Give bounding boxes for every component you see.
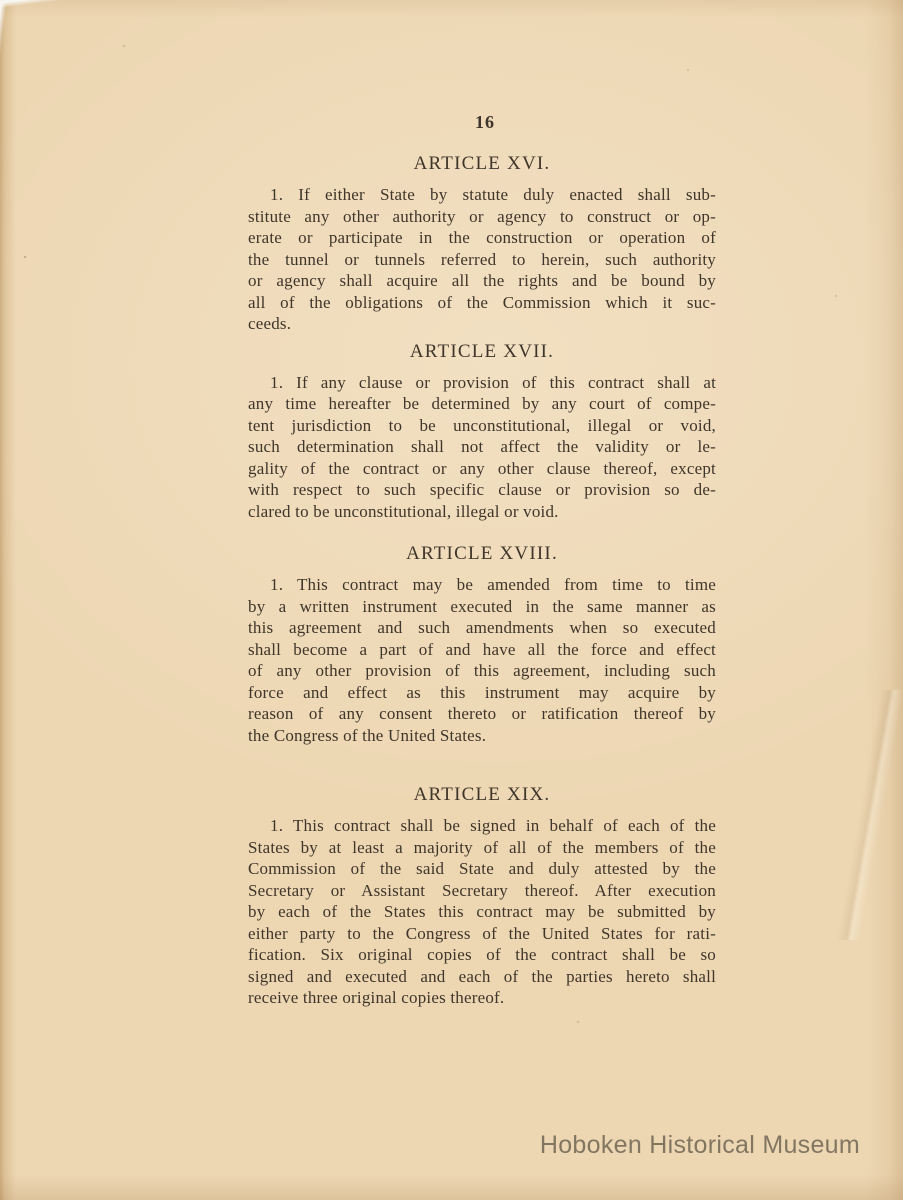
text-line: States by at least a majority of all of the members of the <box>248 837 716 857</box>
text-line: such determination shall not affect the validity or le- <box>248 437 716 456</box>
scanner-bed-edge-left <box>0 0 10 120</box>
text-line: with respect to such specific clause or provision so de- <box>248 480 716 499</box>
text-line: receive three original copies thereof. <box>248 988 505 1007</box>
article-paragraph <box>248 184 716 335</box>
text-line: shall become a part of and have all the force and effect <box>248 639 716 659</box>
text-line: either party to the Congress of the United States for rati- <box>248 923 716 943</box>
museum-watermark: Hoboken Historical Museum <box>539 1131 860 1159</box>
article-section <box>248 543 716 746</box>
text-line: ceeds. <box>248 314 292 333</box>
document-articles <box>248 153 716 1009</box>
text-line: 1. If either State by statute duly enacted shall sub- <box>270 185 716 204</box>
text-line: erate or participate in the construction or operation of <box>248 228 716 247</box>
text-line: 1. This contract shall be signed in behalf of each of the <box>270 816 716 835</box>
text-line: stitute any other authority or agency to construct or op- <box>248 206 716 226</box>
text-line: or agency shall acquire all the rights and be bound by <box>248 271 716 290</box>
text-line: this agreement and such amendments when so executed <box>248 618 716 637</box>
article-section <box>248 784 716 1009</box>
text-line: force and effect as this instrument may acquire by <box>248 682 716 702</box>
article-heading: ARTICLE XVIII. <box>406 543 558 564</box>
text-line: any time hereafter be determined by any court of compe- <box>248 394 716 413</box>
text-line: gality of the contract or any other clause thereof, except <box>248 458 716 478</box>
text-line: all of the obligations of the Commission which it suc- <box>248 292 716 312</box>
text-line: 1. If any clause or provision of this contract shall at <box>270 372 716 392</box>
page-content <box>248 112 716 1009</box>
text-line: by a written instrument executed in the same manner as <box>248 596 716 616</box>
text-line: tent jurisdiction to be unconstitutional, illegal or void, <box>248 415 716 435</box>
article-heading: ARTICLE XVI. <box>413 153 551 174</box>
text-line: of any other provision of this agreement, including such <box>248 661 716 680</box>
text-line: reason of any consent thereto or ratification thereof by <box>248 704 716 723</box>
text-line: the Congress of the United States. <box>248 725 487 745</box>
article-paragraph <box>248 372 716 523</box>
article-heading: ARTICLE XVII. <box>409 340 555 362</box>
text-line: fication. Six original copies of the contract shall be so <box>248 945 716 964</box>
paper-crease <box>833 690 903 940</box>
text-line: the tunnel or tunnels referred to herein, such authority <box>248 249 716 269</box>
article-paragraph <box>248 574 716 746</box>
page-number: 16 <box>475 112 495 132</box>
text-line: Secretary or Assistant Secretary thereof. After execution <box>248 880 716 900</box>
text-line: 1. This contract may be amended from time to time <box>270 575 716 594</box>
article-section <box>248 153 716 335</box>
text-line: by each of the States this contract may be submitted by <box>248 902 716 921</box>
article-heading: ARTICLE XIX. <box>413 784 551 805</box>
text-line: signed and executed and each of the parties hereto shall <box>248 966 716 986</box>
article-paragraph <box>248 815 716 1009</box>
text-line: Commission of the said State and duly attested by the <box>248 859 716 878</box>
scanner-bed-edge-top <box>0 0 150 10</box>
text-line: clared to be unconstitutional, illegal or void. <box>248 501 559 521</box>
article-section <box>248 341 716 523</box>
